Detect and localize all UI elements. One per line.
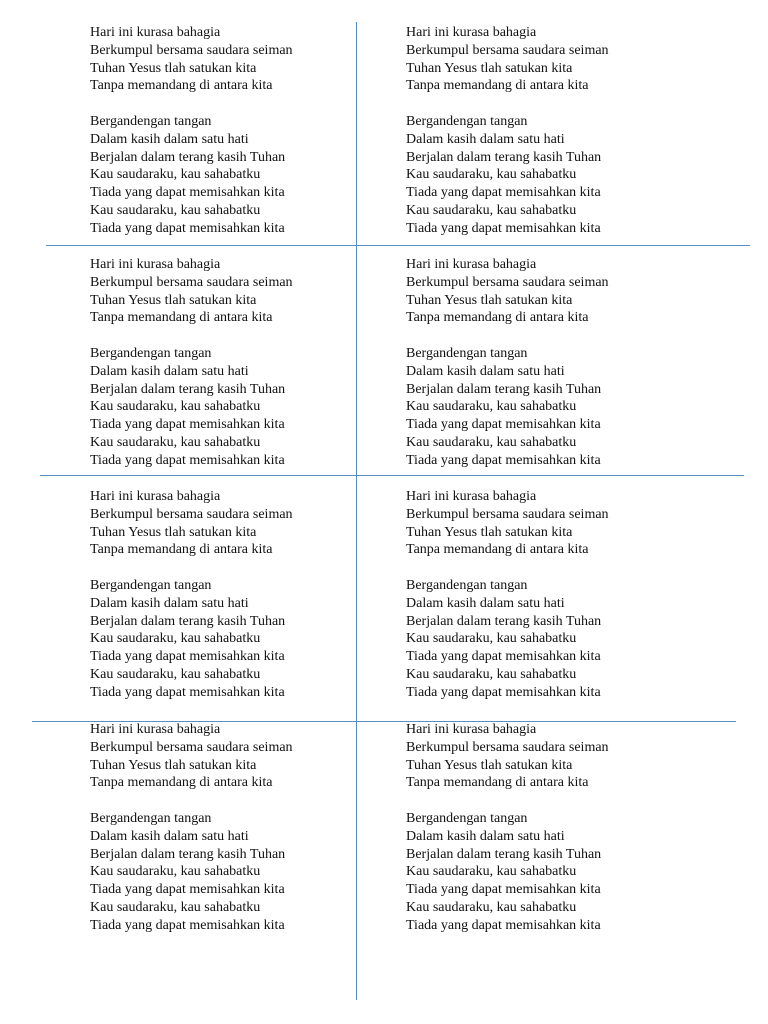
chorus-line: Bergandengan tangan [406, 345, 528, 361]
horizontal-cut-line [46, 245, 750, 246]
chorus-line: Kau saudaraku, kau sahabatku [90, 666, 261, 682]
chorus-line: Bergandengan tangan [406, 113, 528, 129]
chorus-line: Bergandengan tangan [90, 577, 212, 593]
verse-line: Berkumpul bersama saudara seiman [90, 739, 293, 755]
verse-line: Hari ini kurasa bahagia [90, 257, 221, 272]
chorus-line: Tiada yang dapat memisahkan kita [406, 417, 601, 433]
verse-line: Hari ini kurasa bahagia [90, 722, 221, 737]
stanza-gap [406, 327, 696, 345]
verse-line: Tanpa memandang di antara kita [406, 78, 589, 94]
stanza-gap [90, 792, 380, 810]
lyric-card [406, 256, 696, 470]
lyric-card [90, 24, 380, 238]
chorus-line: Kau saudaraku, kau sahabatku [90, 899, 261, 915]
chorus-line: Kau saudaraku, kau sahabatku [90, 167, 261, 183]
chorus-line: Berjalan dalam terang kasih Tuhan [406, 149, 602, 165]
verse-line: Tanpa memandang di antara kita [406, 542, 589, 558]
chorus-line: Tiada yang dapat memisahkan kita [406, 649, 601, 665]
chorus-line: Kau saudaraku, kau sahabatku [90, 631, 261, 647]
verse-line: Hari ini kurasa bahagia [406, 722, 537, 737]
verse-line: Tuhan Yesus tlah satukan kita [406, 60, 573, 76]
verse-line: Tuhan Yesus tlah satukan kita [406, 524, 573, 540]
lyric-card [406, 488, 696, 702]
verse-line: Tuhan Yesus tlah satukan kita [406, 292, 573, 308]
horizontal-cut-line [40, 475, 744, 476]
chorus-line: Kau saudaraku, kau sahabatku [406, 864, 577, 880]
chorus-line: Kau saudaraku, kau sahabatku [406, 167, 577, 183]
verse-line: Tanpa memandang di antara kita [90, 542, 273, 558]
chorus-line: Dalam kasih dalam satu hati [90, 595, 249, 611]
chorus-line: Berjalan dalam terang kasih Tuhan [406, 613, 602, 629]
verse-line: Tanpa memandang di antara kita [90, 775, 273, 791]
chorus-line: Dalam kasih dalam satu hati [90, 363, 249, 379]
chorus-line: Dalam kasih dalam satu hati [406, 131, 565, 147]
chorus-line: Dalam kasih dalam satu hati [406, 828, 565, 844]
verse-line: Hari ini kurasa bahagia [406, 25, 537, 40]
chorus-line: Dalam kasih dalam satu hati [406, 363, 565, 379]
chorus-line: Tiada yang dapat memisahkan kita [90, 917, 285, 933]
chorus-line: Tiada yang dapat memisahkan kita [90, 220, 285, 236]
chorus-line: Berjalan dalam terang kasih Tuhan [406, 846, 602, 862]
chorus-line: Tiada yang dapat memisahkan kita [90, 185, 285, 201]
chorus-line: Berjalan dalam terang kasih Tuhan [90, 613, 286, 629]
verse-line: Tuhan Yesus tlah satukan kita [90, 60, 257, 76]
verse-line: Berkumpul bersama saudara seiman [406, 274, 609, 290]
chorus-line: Berjalan dalam terang kasih Tuhan [406, 381, 602, 397]
chorus-line: Bergandengan tangan [90, 113, 212, 129]
chorus-line: Kau saudaraku, kau sahabatku [406, 399, 577, 415]
verse-line: Tuhan Yesus tlah satukan kita [406, 757, 573, 773]
chorus-line: Tiada yang dapat memisahkan kita [406, 917, 601, 933]
stanza-gap [406, 559, 696, 577]
stanza-gap [406, 792, 696, 810]
verse-line: Berkumpul bersama saudara seiman [406, 739, 609, 755]
stanza-gap [90, 95, 380, 113]
chorus-line: Tiada yang dapat memisahkan kita [406, 185, 601, 201]
chorus-line: Bergandengan tangan [90, 345, 212, 361]
lyric-card [406, 24, 696, 238]
chorus-line: Kau saudaraku, kau sahabatku [90, 202, 261, 218]
chorus-line: Kau saudaraku, kau sahabatku [90, 399, 261, 415]
verse-line: Berkumpul bersama saudara seiman [90, 506, 293, 522]
verse-line: Tanpa memandang di antara kita [406, 310, 589, 326]
stanza-gap [406, 95, 696, 113]
verse-line: Tuhan Yesus tlah satukan kita [90, 292, 257, 308]
chorus-line: Kau saudaraku, kau sahabatku [90, 434, 261, 450]
chorus-line: Bergandengan tangan [90, 810, 212, 826]
chorus-line: Tiada yang dapat memisahkan kita [90, 684, 285, 700]
lyric-card [90, 488, 380, 702]
chorus-line: Bergandengan tangan [406, 810, 528, 826]
chorus-line: Tiada yang dapat memisahkan kita [90, 649, 285, 665]
chorus-line: Kau saudaraku, kau sahabatku [406, 434, 577, 450]
chorus-line: Tiada yang dapat memisahkan kita [406, 882, 601, 898]
chorus-line: Tiada yang dapat memisahkan kita [406, 684, 601, 700]
stanza-gap [90, 559, 380, 577]
chorus-line: Tiada yang dapat memisahkan kita [406, 452, 601, 468]
verse-line: Tanpa memandang di antara kita [90, 310, 273, 326]
lyric-card [90, 721, 380, 935]
chorus-line: Berjalan dalam terang kasih Tuhan [90, 381, 286, 397]
verse-line: Tuhan Yesus tlah satukan kita [90, 757, 257, 773]
chorus-line: Kau saudaraku, kau sahabatku [406, 666, 577, 682]
verse-line: Berkumpul bersama saudara seiman [90, 274, 293, 290]
chorus-line: Kau saudaraku, kau sahabatku [406, 202, 577, 218]
verse-line: Berkumpul bersama saudara seiman [90, 42, 293, 58]
chorus-line: Kau saudaraku, kau sahabatku [90, 864, 261, 880]
verse-line: Berkumpul bersama saudara seiman [406, 42, 609, 58]
chorus-line: Dalam kasih dalam satu hati [406, 595, 565, 611]
chorus-line: Tiada yang dapat memisahkan kita [406, 220, 601, 236]
verse-line: Hari ini kurasa bahagia [406, 257, 537, 272]
chorus-line: Bergandengan tangan [406, 577, 528, 593]
verse-line: Tanpa memandang di antara kita [90, 78, 273, 94]
verse-line: Hari ini kurasa bahagia [90, 25, 221, 40]
verse-line: Tuhan Yesus tlah satukan kita [90, 524, 257, 540]
chorus-line: Kau saudaraku, kau sahabatku [406, 899, 577, 915]
lyric-card [406, 721, 696, 935]
chorus-line: Berjalan dalam terang kasih Tuhan [90, 149, 286, 165]
chorus-line: Kau saudaraku, kau sahabatku [406, 631, 577, 647]
verse-line: Tanpa memandang di antara kita [406, 775, 589, 791]
chorus-line: Tiada yang dapat memisahkan kita [90, 882, 285, 898]
verse-line: Berkumpul bersama saudara seiman [406, 506, 609, 522]
stanza-gap [90, 327, 380, 345]
verse-line: Hari ini kurasa bahagia [406, 489, 537, 504]
verse-line: Hari ini kurasa bahagia [90, 489, 221, 504]
lyric-card [90, 256, 380, 470]
chorus-line: Berjalan dalam terang kasih Tuhan [90, 846, 286, 862]
chorus-line: Dalam kasih dalam satu hati [90, 828, 249, 844]
chorus-line: Tiada yang dapat memisahkan kita [90, 452, 285, 468]
chorus-line: Tiada yang dapat memisahkan kita [90, 417, 285, 433]
chorus-line: Dalam kasih dalam satu hati [90, 131, 249, 147]
